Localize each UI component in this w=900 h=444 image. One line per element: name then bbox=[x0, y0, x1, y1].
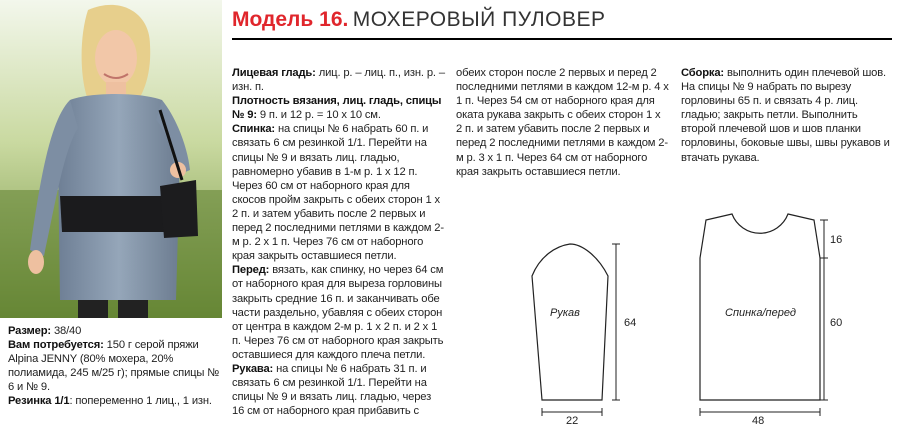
stockinette-label: Лицевая гладь: bbox=[232, 67, 316, 79]
rib-label: Резинка 1/1 bbox=[8, 395, 70, 408]
sleeve-height-label: 64 bbox=[624, 317, 637, 329]
armhole-height-label: 16 bbox=[830, 234, 843, 246]
gauge-value: 9 п. и 12 р. = 10 х 10 см. bbox=[259, 109, 381, 122]
body-width-label: 48 bbox=[752, 415, 765, 427]
title-rule bbox=[232, 38, 892, 40]
body-label: Спинка/перед bbox=[725, 307, 796, 319]
instructions-column-2 bbox=[456, 66, 669, 179]
sleeves-label: Рукава: bbox=[232, 362, 274, 375]
sleeves-value: на спицы № 6 набрать 31 п. и связать 6 см резинкой 1/1. Перейти на спицы № 9 и вязать лиц. гладью, через 16 см от наборного края прибавить с bbox=[232, 362, 432, 418]
model-number: Модель 16. bbox=[232, 8, 349, 31]
sleeve-outline bbox=[532, 244, 608, 400]
body-height-label: 60 bbox=[830, 317, 843, 329]
stockinette-value: лиц. р. – лиц. п., изн. р. – изн. п. bbox=[232, 67, 445, 94]
front-label: Перед: bbox=[232, 264, 270, 277]
model-name: МОХЕРОВЫЙ ПУЛОВЕР bbox=[352, 8, 606, 31]
materials-value: 150 г серой пряжи Alpina JENNY (80% мохера, 20% полиамида, 245 м/25 г); прямые спицы № 6 и № 9. bbox=[8, 339, 220, 394]
instructions-column-1 bbox=[232, 66, 445, 418]
back-value: на спицы № 6 набрать 60 п. и связать 6 см резинкой 1/1. Перейти на спицы № 9 и вязать лиц. гладью, равномерно убавив в 1-м р. 1 х 12 п. Через 60 см от наборного края для скосов пройм закрыть с обеих сторон 1 х 2 п. и затем убавить после 2 первых и перед 2 последними петлями в каждом 2-м р. 2 х 1 п. Через 76 см от наборного края закрыть оставшиеся петли. bbox=[232, 123, 444, 263]
instructions-column-3 bbox=[681, 66, 893, 165]
sleeves-continued: обеих сторон после 2 первых и перед 2 последними петлями в каждом 12-м р. 4 х 1 п. Через 54 см от наборного края для оката рукава закрыть с обеих сторон 1 х 2 п. и затем убавить после 2 первых и перед 2 последними петлями в каждом 2-м р. 3 х 1 п. Через 64 см от наборного края закрыть оставшиеся петли. bbox=[456, 67, 669, 178]
rib-value: : попеременно 1 лиц., 1 изн. bbox=[69, 395, 212, 408]
sleeve-label: Рукав bbox=[550, 307, 580, 319]
materials-label: Вам потребуется: bbox=[8, 339, 104, 352]
article-title bbox=[232, 8, 605, 42]
specs-section bbox=[8, 324, 220, 409]
front-value: вязать, как спинку, но через 64 см от наборного края для выреза горловины закрыть средние 16 п. и заканчивать обе части раздельно, убавляя с обеих сторон от центра в каждом 2-м р. 1 х 2 п. и 2 х 1 п. Через 76 см от наборного края закрыть оставшиеся для каждого плеча петли. bbox=[232, 264, 444, 361]
sleeve-width-label: 22 bbox=[566, 415, 579, 427]
pattern-diagram bbox=[520, 200, 900, 444]
gauge-label: Плотность вязания, лиц. гладь, спицы № 9: bbox=[232, 95, 442, 122]
back-label: Спинка: bbox=[232, 123, 275, 136]
size-label: Размер: bbox=[8, 325, 51, 337]
size-value: 38/40 bbox=[53, 325, 82, 337]
assembly-value: выполнить один плечевой шов. На спицы № 9 набрать по вырезу горловины 65 п. и связать 4 р. лиц. гладью; закрыть петли. Выполнить второй плечевой шов и шов планки горловины, боковые швы, швы рукавов и втачать рукава. bbox=[681, 67, 890, 164]
assembly-label: Сборка: bbox=[681, 67, 725, 79]
model-photo bbox=[0, 0, 222, 318]
